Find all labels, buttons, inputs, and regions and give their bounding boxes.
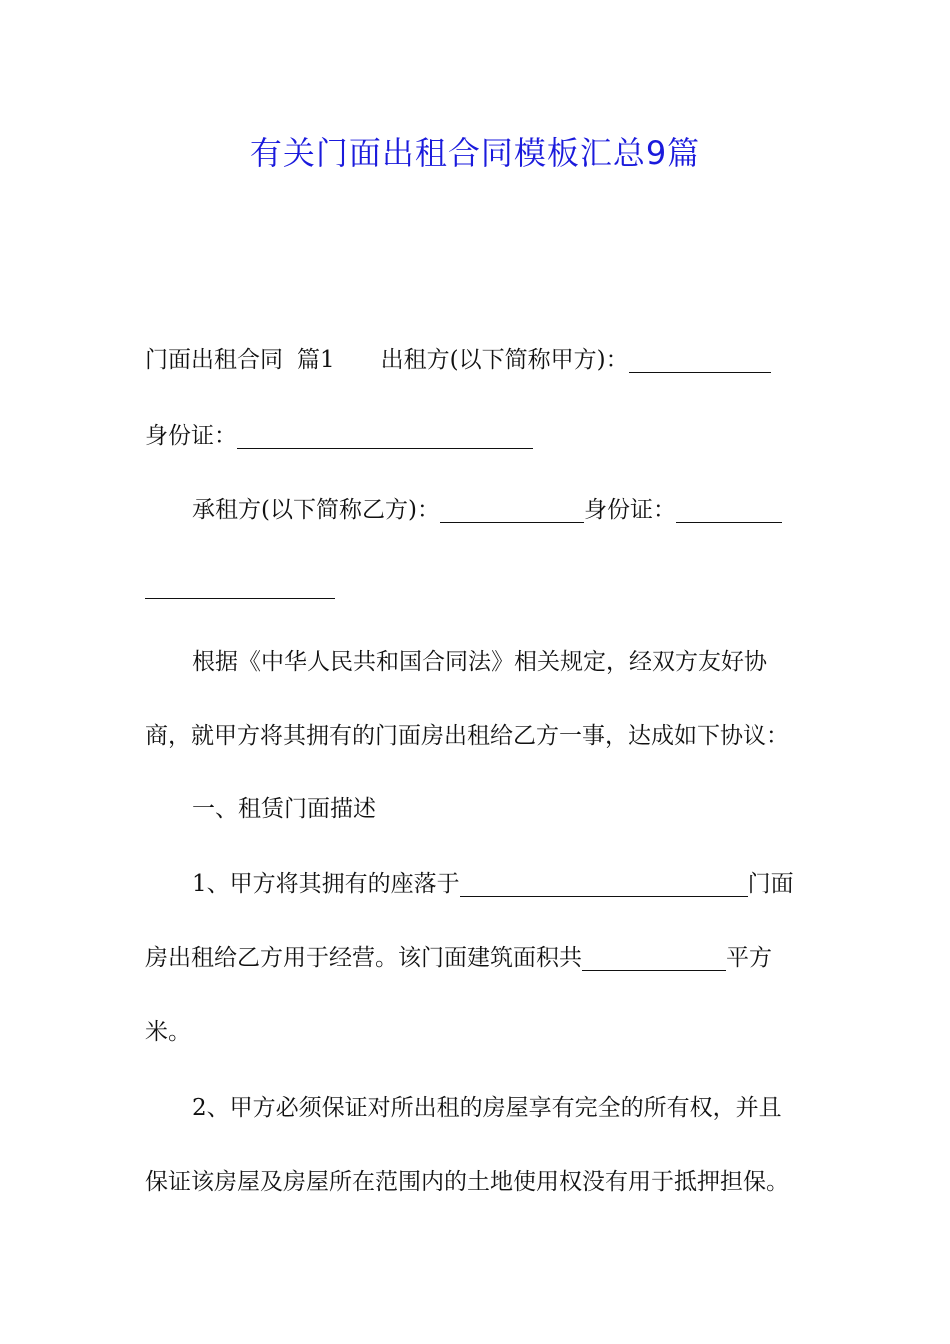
lessor-id-line <box>145 416 810 456</box>
section-label: 篇1 <box>297 347 335 373</box>
lessee-id-blank <box>676 494 782 523</box>
item-1-text-b: 门面 <box>747 871 794 897</box>
section-1-heading: 一、租赁门面描述 <box>192 796 376 822</box>
lessee-label: 承租方(以下简称乙方)： <box>192 497 440 523</box>
lessee-id-blank-continued <box>145 570 335 599</box>
lessee-name-blank <box>440 494 584 523</box>
item-2-line-2: 保证该房屋及房屋所在范围内的土地使用权没有用于抵押担保。 <box>145 1169 789 1195</box>
contract-heading-label: 门面出租合同 <box>145 347 283 373</box>
contract-header-line <box>145 340 810 380</box>
location-blank <box>460 868 748 897</box>
item-1-text-c: 房出租给乙方用于经营。该门面建筑面积共 <box>145 945 582 971</box>
lessor-id-label: 身份证： <box>145 423 237 449</box>
item-2-line-1: 2、甲方必须保证对所出租的房屋享有完全的所有权，并且 <box>192 1095 782 1121</box>
area-blank <box>582 942 726 971</box>
item-1-line-1 <box>192 864 810 904</box>
item-1-text-d: 平方 <box>726 945 772 971</box>
item-1-line-3: 米。 <box>145 1019 191 1045</box>
item-1-line-2 <box>145 938 810 978</box>
lessor-id-blank <box>237 420 533 449</box>
lessee-id-continuation-line <box>145 566 810 606</box>
paragraph-1-line-1: 根据《中华人民共和国合同法》相关规定，经双方友好协 <box>192 649 767 675</box>
lessee-line <box>192 490 810 530</box>
lessor-label: 出租方(以下简称甲方)： <box>380 347 629 373</box>
lessor-name-blank <box>629 344 771 373</box>
paragraph-1-line-2: 商，就甲方将其拥有的门面房出租给乙方一事，达成如下协议： <box>145 723 789 749</box>
document-title: 有关门面出租合同模板汇总9篇 <box>249 134 701 172</box>
item-1-text-a: 1、甲方将其拥有的座落于 <box>192 871 460 897</box>
lessee-id-label: 身份证： <box>583 497 676 523</box>
